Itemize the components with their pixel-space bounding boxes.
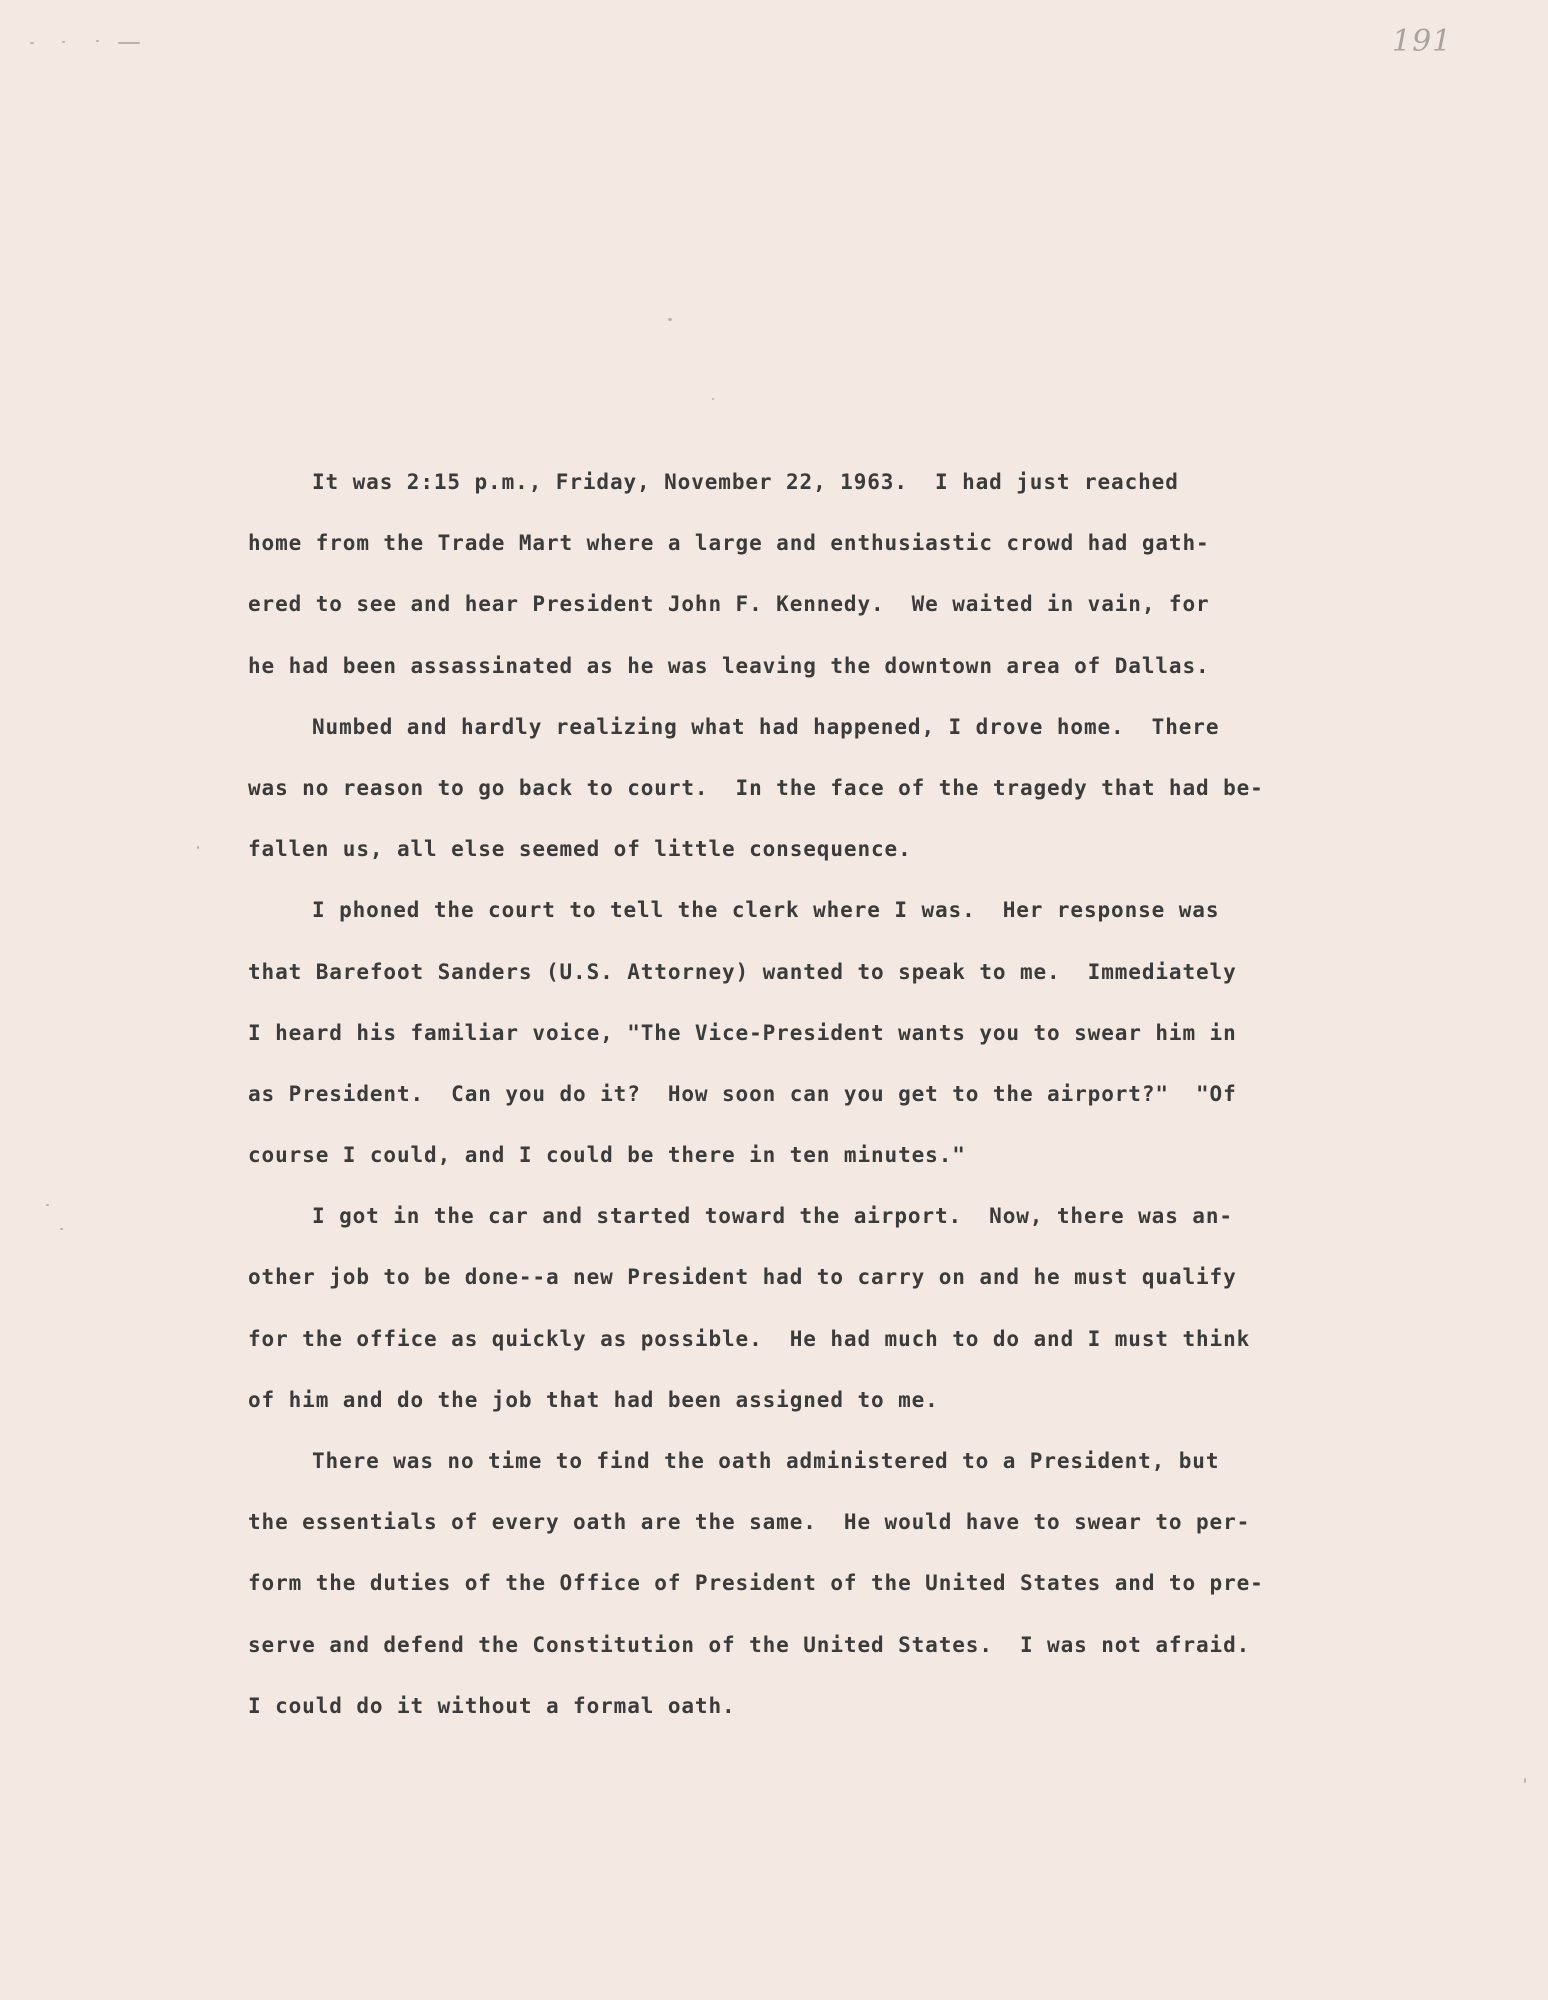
page-number: 191 [1392, 24, 1453, 59]
text-line: ered to see and hear President John F. Kennedy. We waited in vain, for [248, 592, 1210, 617]
paper-speck [118, 42, 140, 44]
text-line: serve and defend the Constitution of the United States. I was not afraid. [248, 1632, 1251, 1657]
text-line: course I could, and I could be there in ten minutes." [248, 1143, 966, 1168]
text-line: the essentials of every oath are the same. He would have to swear to per- [248, 1510, 1251, 1535]
text-line: for the office as quickly as possible. He had much to do and I must think [248, 1326, 1251, 1351]
text-line: other job to be done--a new President had to carry on and he must qualify [248, 1265, 1237, 1290]
text-line: I got in the car and started toward the airport. Now, there was an- [312, 1204, 1233, 1229]
paragraph-1 [248, 458, 1358, 703]
text-line: I heard his familiar voice, "The Vice-President wants you to swear him in [248, 1020, 1237, 1045]
body-text [248, 458, 1358, 1743]
text-line: form the duties of the Office of President of the United States and to pre- [248, 1571, 1264, 1596]
paper-speck [1524, 1778, 1526, 1783]
paper-speck [712, 398, 714, 400]
text-line: was no reason to go back to court. In the face of the tragedy that had be- [248, 775, 1264, 800]
paper-speck [96, 40, 99, 42]
paper-speck [46, 1204, 49, 1206]
paper-speck [60, 1228, 63, 1230]
paper-speck [62, 41, 65, 43]
text-line: fallen us, all else seemed of little consequence. [248, 837, 912, 862]
text-line: I could do it without a formal oath. [248, 1693, 736, 1718]
text-line: It was 2:15 p.m., Friday, November 22, 1963. I had just reached [312, 470, 1179, 494]
paragraph-2 [248, 703, 1358, 887]
paper-speck [197, 846, 199, 849]
text-line: There was no time to find the oath administered to a President, but [312, 1449, 1220, 1473]
text-line: that Barefoot Sanders (U.S. Attorney) wanted to speak to me. Immediately [248, 959, 1237, 984]
paper-speck [668, 318, 672, 321]
text-line: home from the Trade Mart where a large and enthusiastic crowd had gath- [248, 531, 1210, 556]
paragraph-4 [248, 1192, 1358, 1437]
text-line: he had been assassinated as he was leaving the downtown area of Dallas. [248, 653, 1210, 678]
text-line: of him and do the job that had been assigned to me. [248, 1387, 939, 1412]
text-line: I phoned the court to tell the clerk where I was. Her response was [312, 898, 1220, 923]
text-line: as President. Can you do it? How soon can you get to the airport?" "Of [248, 1081, 1237, 1106]
text-line: Numbed and hardly realizing what had happened, I drove home. There [312, 714, 1220, 739]
paper-speck [30, 42, 34, 44]
paragraph-5 [248, 1437, 1358, 1743]
paragraph-3 [248, 886, 1358, 1192]
